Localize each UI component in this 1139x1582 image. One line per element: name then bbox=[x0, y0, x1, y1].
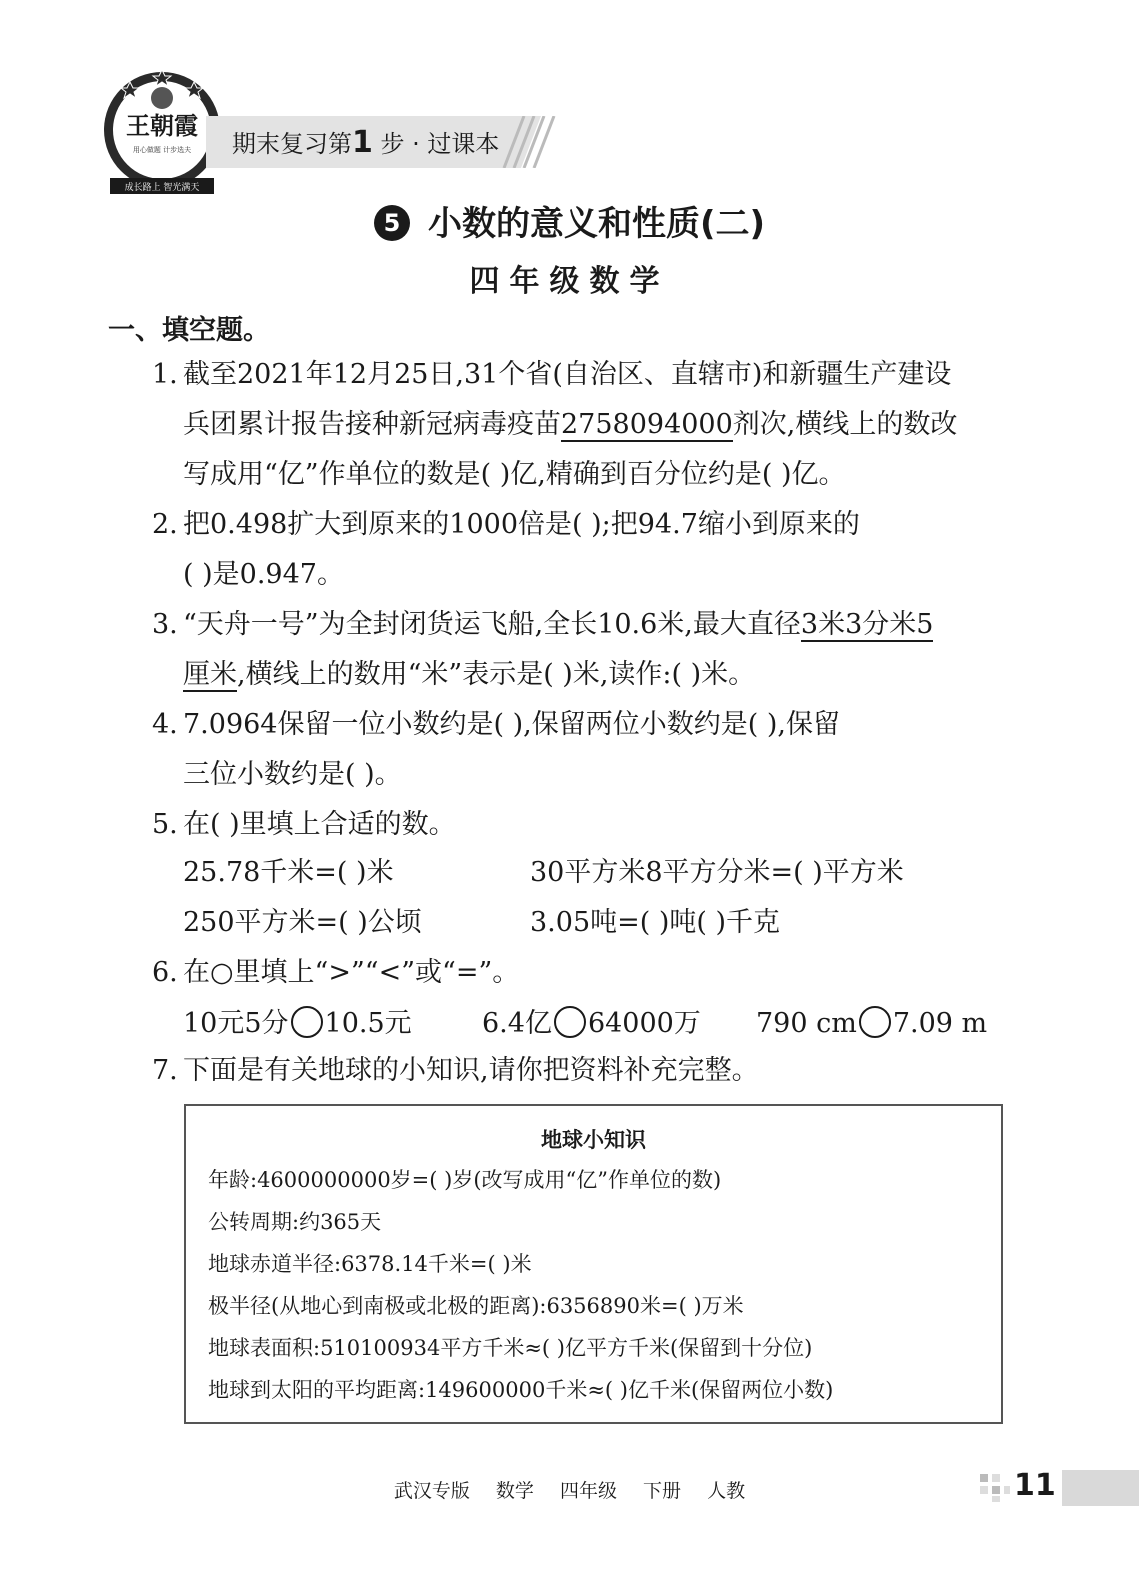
page-number: 11 bbox=[1014, 1468, 1056, 1503]
earth-box-title: 地球小知识 bbox=[541, 1128, 646, 1152]
q4-number: 4. bbox=[152, 709, 178, 740]
q6-compare-c bbox=[756, 1006, 987, 1041]
page-subtitle: 四年级数学 bbox=[469, 264, 670, 299]
q6-a-left: 10元5分 bbox=[183, 1008, 289, 1039]
page-number-decoration bbox=[978, 1472, 1012, 1504]
q1-number: 1. bbox=[152, 359, 178, 390]
footer-info bbox=[0, 1476, 1139, 1503]
q4-line1: 7.0964保留一位小数约是( ),保留两位小数约是( ),保留 bbox=[183, 709, 840, 740]
q2-line1: 把0.498扩大到原来的1000倍是( );把94.7缩小到原来的 bbox=[183, 509, 860, 540]
q3-number: 3. bbox=[152, 609, 178, 640]
footer-subject: 数学 bbox=[495, 1480, 534, 1502]
q6-compare-a bbox=[183, 1006, 412, 1041]
q3-line1-a: “天舟一号”为全封闭货运飞船,全长10.6米,最大直径 bbox=[183, 609, 801, 640]
q5-item-b: 30平方米8平方分米=( )平方米 bbox=[530, 857, 904, 888]
logo-tag1: 用心做题 计步选夫 bbox=[132, 146, 192, 154]
q3-line2 bbox=[183, 658, 755, 692]
q6-c-circle-blank[interactable] bbox=[859, 1006, 891, 1038]
earth-box-line-surface: 地球表面积:510100934平方千米≈( )亿平方千米(保留到十分位) bbox=[208, 1336, 813, 1360]
logo-name: 王朝霞 bbox=[126, 111, 198, 140]
q3-underlined-a: 3米3分米5 bbox=[800, 609, 934, 640]
q6-number: 6. bbox=[152, 957, 178, 988]
q6-b-left: 6.4亿 bbox=[482, 1008, 552, 1039]
banner-pre: 期末复习第 bbox=[232, 130, 352, 158]
q7-line1: 下面是有关地球的小知识,请你把资料补充完整。 bbox=[183, 1055, 759, 1086]
q6-b-right: 64000万 bbox=[587, 1008, 701, 1039]
section-heading: 一、填空题。 bbox=[108, 315, 270, 346]
footer-edition: 武汉专版 bbox=[393, 1480, 470, 1502]
q1-underlined-number: 2758094000 bbox=[561, 409, 733, 440]
q6-b-circle-blank[interactable] bbox=[554, 1006, 586, 1038]
q6-a-circle-blank[interactable] bbox=[291, 1006, 323, 1038]
q7-number: 7. bbox=[152, 1055, 178, 1086]
banner-title bbox=[232, 124, 499, 160]
q4-line2: 三位小数约是( )。 bbox=[183, 759, 402, 790]
earth-box-line-age: 年龄:4600000000岁=( )岁(改写成用“亿”作单位的数) bbox=[208, 1168, 722, 1192]
title-number-badge: 5 bbox=[374, 205, 410, 241]
q6-line1: 在○里填上“>”“<”或“=”。 bbox=[183, 957, 520, 988]
title-text: 小数的意义和性质(二) bbox=[427, 204, 766, 244]
q1-line2 bbox=[183, 408, 957, 442]
logo-tag2: 成长路上 智光满天 bbox=[124, 183, 200, 193]
banner-step-number: 1 bbox=[352, 125, 373, 160]
q3-underlined-b: 厘米 bbox=[183, 659, 237, 690]
q1-line3: 写成用“亿”作单位的数是( )亿,精确到百分位约是( )亿。 bbox=[183, 459, 846, 490]
footer-publisher: 人教 bbox=[707, 1480, 746, 1502]
footer-volume: 下册 bbox=[643, 1480, 682, 1502]
q5-item-a: 25.78千米=( )米 bbox=[183, 857, 394, 888]
q5-item-c: 250平方米=( )公顷 bbox=[183, 907, 422, 938]
q6-c-right: 7.09 m bbox=[892, 1008, 988, 1039]
q5-line1: 在( )里填上合适的数。 bbox=[183, 809, 456, 840]
q6-c-left: 790 cm bbox=[756, 1008, 857, 1039]
earth-box-line-orbit: 公转周期:约365天 bbox=[208, 1210, 382, 1234]
footer-grade: 四年级 bbox=[559, 1480, 617, 1502]
q1-line2-b: 剂次,横线上的数改 bbox=[732, 409, 958, 440]
page-title bbox=[0, 196, 1139, 245]
q3-line2-b: ,横线上的数用“米”表示是( )米,读作:( )米。 bbox=[237, 659, 756, 690]
q5-item-d: 3.05吨=( )吨( )千克 bbox=[530, 907, 781, 938]
q3-line1 bbox=[183, 608, 933, 642]
earth-box-line-distance: 地球到太阳的平均距离:149600000千米≈( )亿千米(保留两位小数) bbox=[208, 1378, 834, 1402]
earth-box-line-equator: 地球赤道半径:6378.14千米=( )米 bbox=[208, 1252, 532, 1276]
q1-line1: 截至2021年12月25日,31个省(自治区、直辖市)和新疆生产建设 bbox=[183, 359, 952, 390]
q5-number: 5. bbox=[152, 809, 178, 840]
q1-line2-a: 兵团累计报告接种新冠病毒疫苗 bbox=[183, 409, 561, 440]
earth-box-line-polar: 极半径(从地心到南极或北极的距离):6356890米=( )万米 bbox=[208, 1294, 744, 1318]
q2-line2: ( )是0.947。 bbox=[183, 559, 344, 590]
q6-compare-b bbox=[482, 1006, 701, 1041]
q2-number: 2. bbox=[152, 509, 178, 540]
page-number-bar bbox=[1062, 1470, 1139, 1506]
banner-post: 步 · 过课本 bbox=[380, 130, 500, 158]
q6-a-right: 10.5元 bbox=[324, 1008, 412, 1039]
